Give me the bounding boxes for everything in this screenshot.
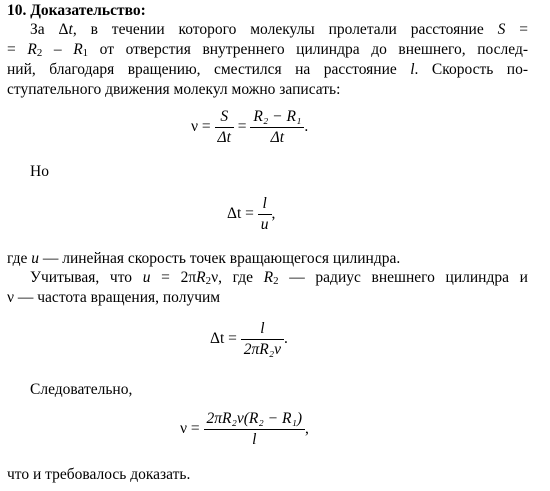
para1-line2: = $R_2 - R_1$ от отверстия внутреннего цилиндра до внешнего, послед-	[7, 41, 529, 59]
para1-line3: ний, благодаря вращению, сместился на расстояние l. Скорость по-	[7, 61, 528, 78]
heading-title: Доказательство:	[30, 2, 146, 19]
equation-result	[180, 410, 309, 449]
equation-time	[227, 195, 275, 234]
heading-number: 10.	[7, 2, 27, 19]
eq4-lhs: ν =	[180, 420, 200, 438]
eq2-fraction	[258, 195, 272, 234]
eq3-num: l	[260, 320, 265, 337]
eq2-lhs: Δt =	[227, 205, 254, 223]
eq3-den: 2πR₂ν	[241, 339, 284, 359]
para1-line1: За Δt, в течении которого молекулы пролетали расстояние S =	[30, 21, 529, 38]
eq1-fraction2	[250, 108, 304, 147]
eq1-equals: =	[237, 118, 247, 136]
eq1-end: .	[304, 118, 309, 136]
eq1-den1: Δt	[215, 127, 234, 147]
conjunction-but: Но	[30, 163, 49, 180]
eq2-den: u	[258, 214, 272, 234]
eq4-num: 2πR₂ν(R₂ − R₁)	[206, 410, 302, 427]
eq1-fraction1	[215, 108, 234, 147]
section-heading	[7, 1, 146, 21]
eq4-end: ,	[305, 420, 309, 438]
consequently: Следовательно,	[30, 381, 133, 398]
para3-line2: ν — частота вращения, получим	[7, 289, 221, 306]
para3-line1: Учитывая, что $u = 2\pi R_2\nu$, где $R_2$ — радиус внешнего цилиндра и	[30, 269, 528, 287]
para2-line: где u — линейная скорость точек вращающегося цилиндра.	[7, 250, 401, 267]
eq4-den: l	[204, 429, 306, 449]
eq1-num1: S	[220, 108, 229, 125]
equation-time-frequency	[210, 320, 288, 359]
para1-line4: ступательного движения молекул можно записать:	[7, 81, 341, 98]
equation-velocity	[191, 108, 308, 147]
eq1-den2: Δt	[250, 127, 304, 147]
eq3-end: .	[284, 330, 288, 348]
conclusion: что и требовалось доказать.	[7, 466, 191, 483]
eq3-fraction	[241, 320, 284, 359]
eq4-fraction	[204, 410, 306, 449]
eq2-num: l	[262, 195, 267, 212]
eq1-num2: R₂ − R₁	[253, 108, 302, 125]
eq2-end: ,	[271, 205, 276, 223]
eq1-lhs: ν =	[191, 118, 211, 136]
eq3-lhs: Δt =	[210, 330, 237, 348]
